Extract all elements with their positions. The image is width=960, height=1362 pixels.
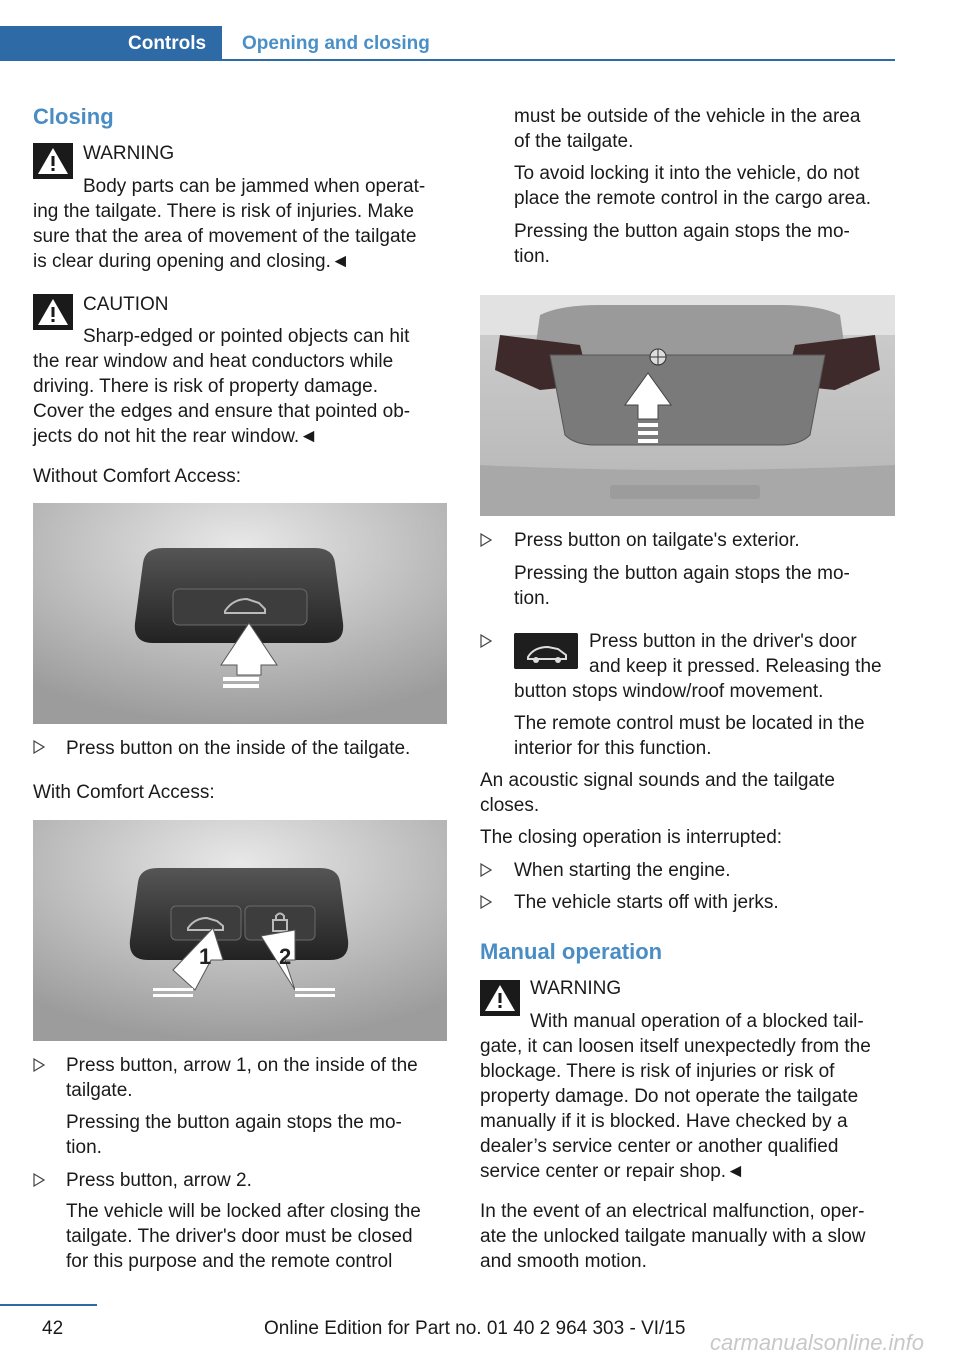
paragraph-text: tion. <box>514 246 550 267</box>
bullet-text: Press button on tailgate's exterior. <box>514 530 800 551</box>
paragraph-text: place the remote control in the cargo area. <box>514 188 871 209</box>
label-without-comfort: Without Comfort Access: <box>33 466 242 487</box>
warning-text: is clear during opening and closing.◄ <box>33 251 350 272</box>
header-tab-controls[interactable]: Controls <box>128 33 207 54</box>
label-with-comfort: With Comfort Access: <box>33 782 215 803</box>
paragraph-text: The closing operation is interrupted: <box>480 827 783 848</box>
caution-text: driving. There is risk of property damage. <box>33 376 378 397</box>
warning-text: manually if it is blocked. Have checked by a <box>480 1111 848 1132</box>
bullet-triangle-icon <box>33 740 45 754</box>
bullet-text: button stops window/roof movement. <box>514 681 824 702</box>
paragraph-text: and smooth motion. <box>480 1251 647 1272</box>
bullet-text: Press button, arrow 1, on the inside of the <box>66 1055 418 1076</box>
arrow-label-2: 2 <box>279 944 292 969</box>
bullet-subtext: The remote control must be located in the <box>514 713 865 734</box>
section-heading-manual: Manual operation <box>480 939 663 964</box>
watermark: carmanualsonline.info <box>710 1330 925 1355</box>
continued-text: must be outside of the vehicle in the area <box>514 106 861 127</box>
bullet-triangle-icon <box>480 895 492 909</box>
caution-triangle-icon <box>33 294 73 330</box>
warning-text: gate, it can loosen itself unexpectedly from the <box>480 1036 871 1057</box>
paragraph-text: An acoustic signal sounds and the tailgate <box>480 770 835 791</box>
bullet-text: tailgate. <box>66 1080 133 1101</box>
paragraph-text: ate the unlocked tailgate manually with a slow <box>480 1226 866 1247</box>
paragraph-text: closes. <box>480 795 540 816</box>
caution-text: Cover the edges and ensure that pointed ob- <box>33 401 411 422</box>
bullet-text: Press button in the driver's door <box>589 631 857 652</box>
bullet-subtext: tion. <box>66 1137 102 1158</box>
section-heading-closing: Closing <box>33 104 114 129</box>
bullet-subtext: for this purpose and the remote control <box>66 1251 393 1272</box>
caution-text: the rear window and heat conductors while <box>33 351 394 372</box>
bullet-text: Press button on the inside of the tailgate. <box>66 738 411 759</box>
warning-text: Body parts can be jammed when operat- <box>83 176 426 197</box>
warning-text: property damage. Do not operate the tailgate <box>480 1086 859 1107</box>
bullet-subtext: Pressing the button again stops the mo- <box>514 563 850 584</box>
warning-text: dealer’s service center or another qualified <box>480 1136 839 1157</box>
warning-triangle-icon <box>33 143 73 179</box>
bullet-triangle-icon <box>33 1058 45 1072</box>
paragraph-text: Pressing the button again stops the mo- <box>514 221 850 242</box>
bullet-triangle-icon <box>480 533 492 547</box>
arrow-label-1: 1 <box>199 944 212 969</box>
warning-text: ing the tailgate. There is risk of injuries. Make <box>33 201 414 222</box>
page-number: 42 <box>42 1318 64 1339</box>
photo-tailgate-exterior <box>480 295 895 516</box>
bullet-triangle-icon <box>33 1173 45 1187</box>
warning-text: blockage. There is risk of injuries or risk of <box>480 1061 835 1082</box>
photo-inside-tailgate-button <box>33 503 447 724</box>
warning-triangle-icon <box>480 980 520 1016</box>
bullet-text: When starting the engine. <box>514 860 731 881</box>
paragraph-text: To avoid locking it into the vehicle, do not <box>514 163 860 184</box>
header-tab-opening-closing[interactable]: Opening and closing <box>242 33 430 54</box>
warning-title: WARNING <box>530 978 622 999</box>
caution-title: CAUTION <box>83 294 169 315</box>
bullet-text: and keep it pressed. Releasing the <box>589 656 882 677</box>
bullet-subtext: The vehicle will be locked after closing the <box>66 1201 421 1222</box>
warning-text: service center or repair shop.◄ <box>480 1161 745 1182</box>
edition-text: Online Edition for Part no. 01 40 2 964 303 - VI/15 <box>264 1318 686 1339</box>
photo-comfort-access-buttons <box>33 820 447 1041</box>
bullet-triangle-icon <box>480 634 492 648</box>
bullet-text: Press button, arrow 2. <box>66 1170 252 1191</box>
paragraph-text: In the event of an electrical malfunction, oper- <box>480 1201 865 1222</box>
warning-text: With manual operation of a blocked tail- <box>530 1011 864 1032</box>
continued-text: of the tailgate. <box>514 131 634 152</box>
footer-rule <box>0 1304 97 1306</box>
bullet-subtext: tailgate. The driver's door must be closed <box>66 1226 413 1247</box>
caution-text: Sharp-edged or pointed objects can hit <box>83 326 410 347</box>
tailgate-car-icon <box>514 633 578 669</box>
header-rule <box>0 59 895 61</box>
bullet-text: The vehicle starts off with jerks. <box>514 892 779 913</box>
bullet-triangle-icon <box>480 863 492 877</box>
caution-text: jects do not hit the rear window.◄ <box>33 426 318 447</box>
warning-title: WARNING <box>83 143 175 164</box>
warning-text: sure that the area of movement of the tailgate <box>33 226 417 247</box>
bullet-subtext: Pressing the button again stops the mo- <box>66 1112 402 1133</box>
bullet-subtext: tion. <box>514 588 550 609</box>
bullet-subtext: interior for this function. <box>514 738 712 759</box>
